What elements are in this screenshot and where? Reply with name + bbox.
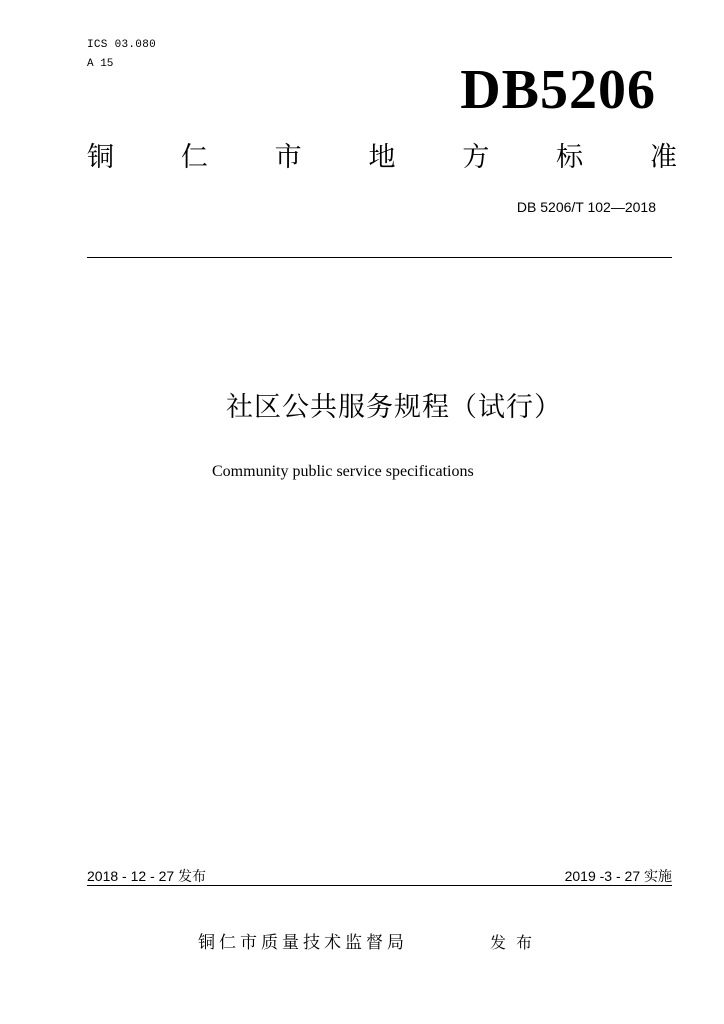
issue-date: 2018 - 12 - 27 发布 bbox=[87, 868, 207, 884]
standard-logo: DB5206 bbox=[460, 59, 656, 121]
implementation-date: 2019 -3 - 27 实施 bbox=[564, 868, 672, 884]
banner-char: 市 bbox=[274, 142, 302, 173]
issue-label: 发布 bbox=[490, 933, 543, 952]
banner-char: 仁 bbox=[180, 142, 208, 173]
issuing-authority: 铜仁市质量技术监督局 bbox=[198, 933, 408, 953]
banner-char: 标 bbox=[556, 142, 584, 173]
banner-char: 铜 bbox=[87, 142, 114, 173]
banner-char: 准 bbox=[649, 142, 677, 173]
banner-char: 地 bbox=[368, 142, 396, 173]
document-title-en: Community public service specifications bbox=[212, 463, 474, 480]
standard-banner bbox=[87, 140, 677, 176]
ics-code: ICS 03.080 bbox=[87, 39, 157, 51]
ccs-code: A 15 bbox=[87, 58, 114, 70]
banner-char: 方 bbox=[462, 142, 490, 173]
standard-number: DB 5206/T 102—2018 bbox=[516, 199, 656, 215]
footer-divider bbox=[87, 885, 672, 886]
document-title-zh: 社区公共服务规程（试行） bbox=[226, 392, 562, 423]
header-divider bbox=[87, 257, 672, 258]
